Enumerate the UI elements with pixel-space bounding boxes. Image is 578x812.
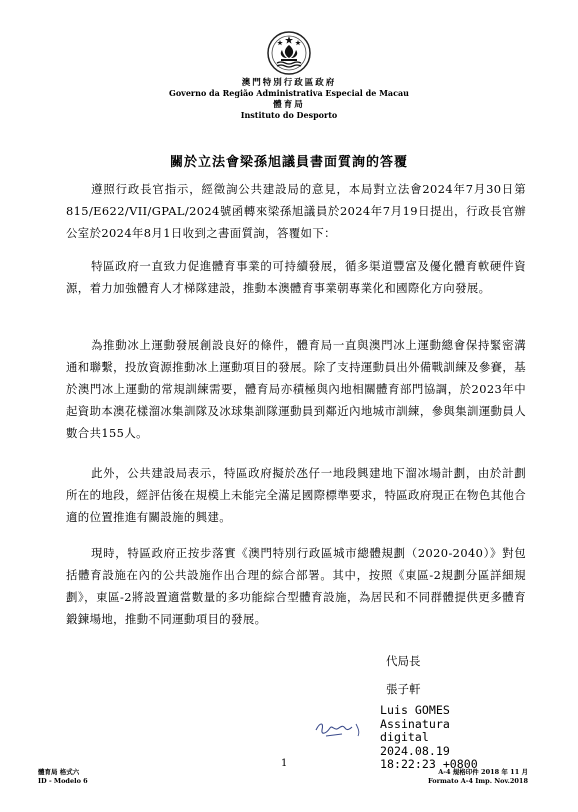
paragraph-policy: 特區政府一直致力促進體育事業的可持續發展，循多渠道豐富及優化體育軟硬件資源，着力加強體育人才梯隊建設，推動本澳體育事業朝專業化和國際化方向發展。 — [66, 259, 526, 295]
footer-format-label: A-4 規格印件 2018 年 11 月 — [438, 768, 528, 776]
digital-signature-block: Luis GOMES Assinatura digital 2024.08.19 18:22:23 +0800 — [380, 703, 478, 772]
document-title: 關於立法會梁孫旭議員書面質詢的答覆 — [169, 155, 408, 170]
department-name-portuguese: Instituto do Desporto — [240, 110, 338, 120]
paragraph-ice-rink-plan: 此外，公共建設局表示，特區政府擬於氹仔一地段興建地下溜冰場計劃，由於計劃所在的地段，經評估後在規模上未能完全滿足國際標準要求，特區政府現正在物色其他合適的位置推進有關設施的興建。 — [66, 466, 526, 524]
footer-format-id: Formato A-4 Imp. Nov.2018 — [428, 777, 528, 785]
paragraph-intro: 遵照行政長官指示，經徵詢公共建設局的意見，本局對立法會2024年7月30日第815/E622/VII/GPAL/2024號函轉來梁孫旭議員於2024年7月19日提出，行政長官辦公室於2024年8月1日收到之書面質詢，答覆如下： — [66, 182, 526, 240]
government-name-portuguese: Governo da Região Administrativa Especial de Macau — [169, 88, 409, 98]
department-name-chinese: 體育局 — [273, 100, 305, 110]
footer-left — [38, 768, 88, 786]
signatory-position: 代局長 — [386, 654, 421, 668]
footer-form-label: 體育局 格式六 — [38, 768, 80, 776]
government-name-chinese: 澳門特別行政區政府 — [241, 78, 337, 88]
page-number: 1 — [281, 758, 288, 769]
footer-right — [428, 768, 528, 786]
macau-emblem-icon — [266, 30, 312, 76]
paragraph-ice-sports: 為推動冰上運動發展創設良好的條件，體育局一直與澳門冰上運動總會保持緊密溝通和聯繫，投放資源推動冰上運動項目的發展。除了支持運動員出外備戰訓練及參賽，基於澳門冰上運動的常規訓練需要，體育局亦積極與內地相關體育部門協調，於2023年中起資助本澳花樣溜冰集訓隊及冰球集訓隊運動員到鄰近內地城市訓練，參與集訓運動員人數合共155人。 — [66, 338, 526, 440]
signatory-name: 張子軒 — [386, 682, 421, 696]
handwritten-signature — [312, 716, 380, 742]
footer-form-id: ID - Modelo 6 — [38, 777, 88, 785]
letterhead — [0, 30, 578, 120]
paragraph-urban-plan: 現時，特區政府正按步落實《澳門特別行政區城市總體規劃（2020-2040）》對包括體育設施在內的公共設施作出合理的綜合部署。其中，按照《東區-2規劃分區詳細規劃》，東區-2將設置適當數量的多功能綜合型體育設施，為居民和不同群體提供更多體育鍛鍊場地，推動不同運動項目的發展。 — [66, 546, 526, 626]
